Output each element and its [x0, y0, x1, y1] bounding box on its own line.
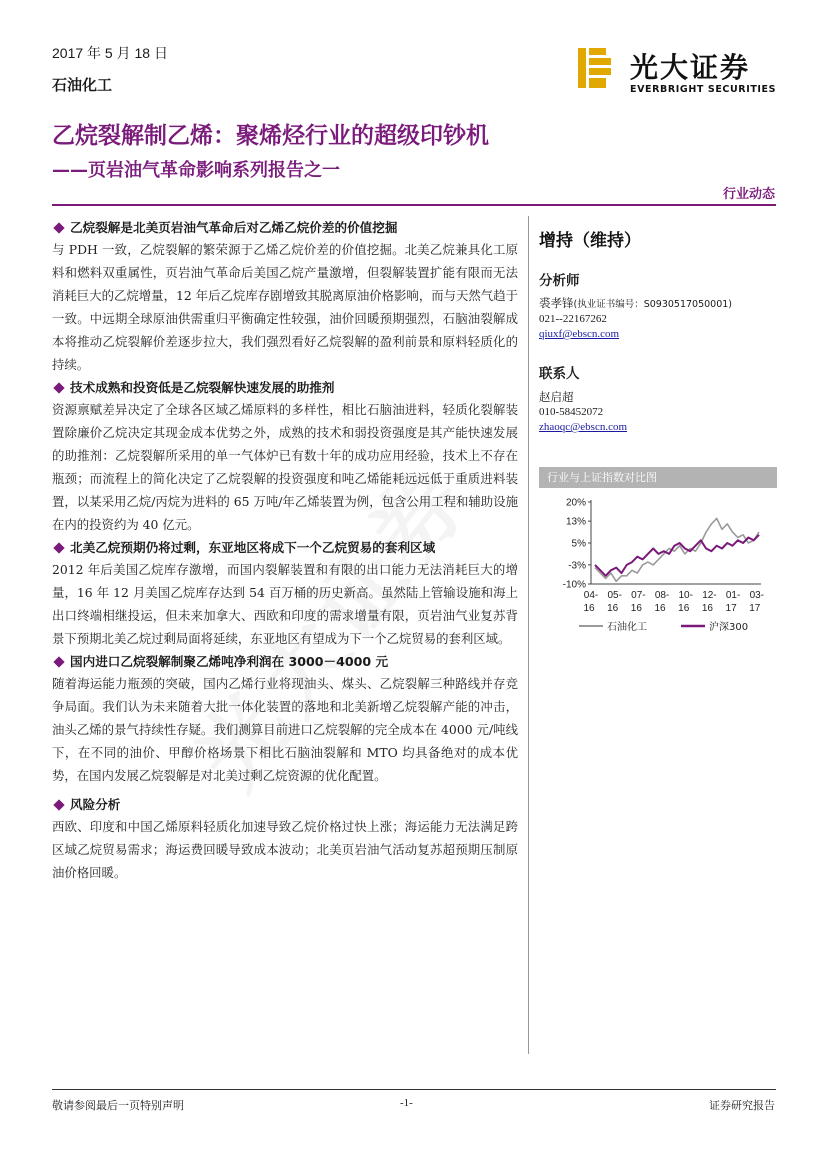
bullet-diamond-icon: [53, 799, 64, 810]
logo-english-name: EVERBRIGHT SECURITIES: [630, 84, 777, 95]
x-tick-label: 08-: [654, 590, 670, 601]
y-tick-label: -3%: [568, 560, 586, 572]
report-title: 乙烷裂解制乙烯：聚烯烃行业的超级印钞机: [52, 123, 489, 149]
x-tick-label: 16: [678, 603, 690, 614]
legend-label: 石油化工: [607, 622, 647, 633]
footer-report-label: 证券研究报告: [709, 1099, 775, 1112]
x-tick-label: 16: [701, 603, 713, 614]
x-tick-label: 16: [583, 603, 595, 614]
section-heading: 风险分析: [52, 795, 518, 815]
section-body: 西欧、印度和中国乙烯原料轻质化加速导致乙烷价格过快上涨；海运能力无法满足跨区域乙烷贸易需求；海运费回暖导致成本波动；北美页岩油气活动复苏超预期压制原油价格回暖。: [52, 819, 518, 880]
section-heading: 乙烷裂解是北美页岩油气革命后对乙烯乙烷价差的价值挖掘: [52, 218, 518, 238]
x-tick-label: 05-: [607, 590, 622, 601]
contact-phone: 010-58452072: [539, 406, 604, 418]
x-tick-label: 17: [725, 603, 737, 614]
section-heading: 北美乙烷预期仍将过剩，东亚地区将成下一个乙烷贸易的套利区域: [52, 538, 518, 558]
legend-label: 沪深300: [709, 622, 749, 633]
x-tick-label: 07-: [631, 590, 646, 601]
company-logo: [578, 46, 778, 96]
bullet-diamond-icon: [53, 656, 64, 667]
footer-disclaimer: 敬请参阅最后一页特别声明: [52, 1099, 184, 1112]
sector-label: 石油化工: [52, 76, 113, 94]
x-tick-label: 03-: [749, 590, 765, 601]
contact-email-link[interactable]: zhaoqc@ebscn.com: [539, 421, 628, 433]
bullet-diamond-icon: [53, 382, 64, 393]
analyst-license: (执业证书编号：S0930517050001): [573, 299, 733, 310]
report-subtitle: ——页岩油气革命影响系列报告之一: [52, 160, 340, 181]
logo-chinese-name: 光大证券: [630, 51, 751, 84]
y-tick-label: -10%: [562, 579, 586, 591]
y-tick-label: 5%: [571, 538, 586, 550]
footer-divider: [52, 1089, 776, 1090]
x-tick-label: 12-: [702, 590, 717, 601]
y-tick-label: 13%: [565, 516, 586, 528]
section-heading: 技术成熟和投资低是乙烷裂解快速发展的助推剂: [52, 378, 518, 398]
x-tick-label: 01-: [725, 590, 741, 601]
main-content: [52, 216, 518, 886]
bullet-diamond-icon: [53, 222, 64, 233]
comparison-chart: [539, 467, 777, 639]
section-body: 2012 年后美国乙烷库存激增，而国内裂解装置和有限的出口能力无法消耗巨大的增量，16 年 12 月美国乙烷库存达到 54 百万桶的历史新高。虽然陆上管输设施和海上出口终端相继投运，但未来加拿大、西欧和印度的需求增量有限，页岩油气业复苏背景下预期北美乙烷过剩局面将延续，东亚地区有望成为下一个乙烷贸易的套利区域。: [52, 562, 518, 646]
header-divider: [52, 204, 776, 206]
x-tick-label: 10-: [678, 590, 693, 601]
rating: 增持（维持）: [539, 231, 641, 251]
y-tick-label: 20%: [565, 497, 586, 509]
section-body: 资源禀赋差异决定了全球各区域乙烯原料的多样性，相比石脑油进料，轻质化裂解装置除廉价乙烷决定其现金成本优势之外，成熟的技术和弱投资强度是其产能快速发展的助推剂：乙烷裂解所采用的单一气体炉已有数十年的成功应用经验，技术上不存在瓶颈；而流程上的简化决定了乙烷裂解的投资强度和吨乙烯能耗远远低于重质进料装置，以某采用乙烷/丙烷为进料的 65 万吨/年乙烯装置为例，包含公用工程和辅助设施在内的投资约为 40 亿元。: [52, 402, 518, 532]
x-tick-label: 17: [749, 603, 761, 614]
page-number: -1-: [400, 1097, 413, 1109]
report-type: 行业动态: [722, 187, 775, 202]
report-date: 2017 年 5 月 18 日: [52, 45, 168, 61]
series-line-csi300: [595, 535, 759, 576]
bullet-diamond-icon: [53, 542, 64, 553]
section-body: 随着海运能力瓶颈的突破，国内乙烯行业将现油头、煤头、乙烷裂解三种路线并存竞争局面。我们认为未来随着大批一体化装置的落地和北美新增乙烷裂解产能的冲击，油头乙烯的景气持续性存疑。我们测算目前进口乙烷裂解的完全成本在 4000 元/吨线下，在不同的油价、甲醇价格场景下相比石脑油裂解和 MTO 均具备绝对的成本优势，在国内发展乙烷裂解是对北美过剩乙烷资源的优化配置。: [52, 676, 518, 783]
section-heading: 国内进口乙烷裂解制聚乙烯吨净利润在 3000－4000 元: [52, 652, 518, 672]
analyst-label: 分析师: [539, 273, 580, 289]
line-chart: [539, 488, 777, 639]
analyst-phone: 021--22167262: [539, 313, 607, 325]
x-tick-label: 16: [630, 603, 642, 614]
analyst-email-link[interactable]: qiuxf@ebscn.com: [539, 328, 620, 340]
column-divider: [528, 216, 529, 1054]
chart-title: 行业与上证指数对比图: [539, 467, 777, 488]
contact-name: 赵启超: [539, 390, 574, 404]
x-tick-label: 16: [607, 603, 619, 614]
contact-label: 联系人: [539, 366, 580, 382]
x-tick-label: 16: [654, 603, 666, 614]
analyst-name: 裘孝锋(执业证书编号：S0930517050001): [539, 296, 733, 310]
everbright-logo-icon: [578, 46, 616, 92]
x-tick-label: 04-: [583, 590, 599, 601]
section-body: 与 PDH 一致，乙烷裂解的繁荣源于乙烯乙烷价差的价值挖掘。北美乙烷兼具化工原料和燃料双重属性，页岩油气革命后美国乙烷产量激增，但裂解装置扩能有限而无法消耗巨大的乙烷增量，12 年后乙烷库存剧增致其脱离原油价格影响，而与天然气趋于一致。中远期全球原油供需重归平衡确定性较强，油价回暖预期强烈，石脑油裂解成本将推动乙烷裂解价差逐步拉大，我们强烈看好乙烷裂解的盈利前景和原料轻质化的持续。: [52, 242, 518, 372]
